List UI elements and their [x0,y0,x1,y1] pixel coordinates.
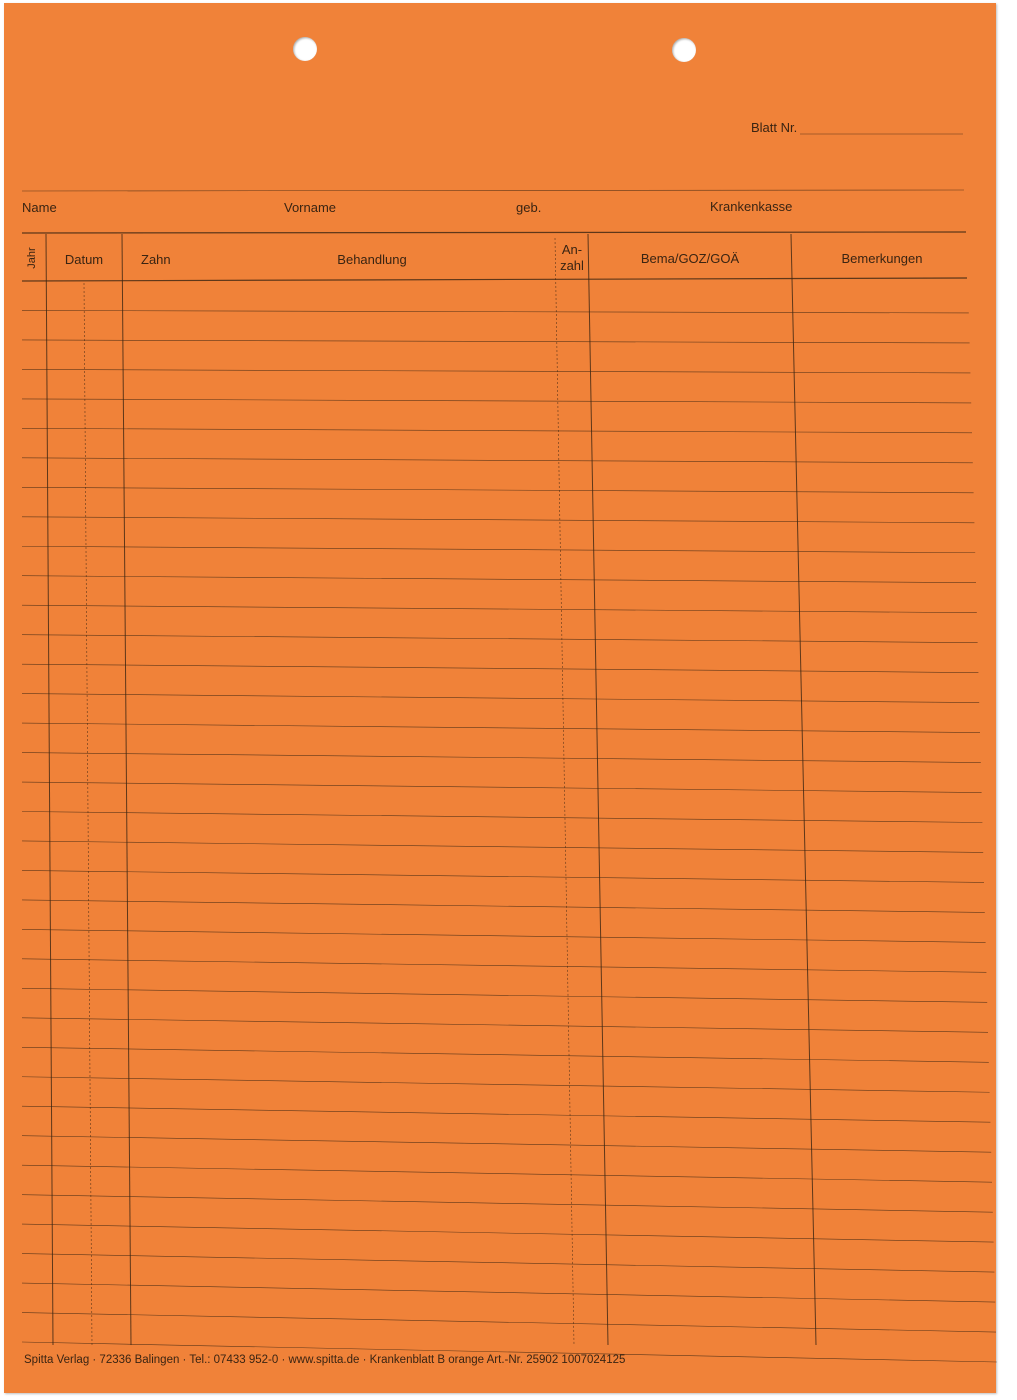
table-row-line [22,723,980,733]
publisher-footer: Spitta Verlag · 72336 Balingen · Tel.: 07433 952-0 · www.spitta.de · Krankenblatt B orange Art.-Nr. 25902 1007024125 [24,1354,626,1366]
table-row-line [22,369,970,373]
table-row-line [22,1106,990,1122]
sheet-number-label: Blatt Nr. [751,120,798,135]
column-header-anzahl-line2: zahl [560,257,584,273]
column-header-datum-text: Datum [64,252,104,267]
table-row-line [22,458,973,463]
table-row-line [22,782,982,793]
table-row-line [22,576,976,583]
column-header-jahr [26,244,42,272]
name-field-label: Name [22,200,57,215]
column-header-anzahl-line1: An- [561,242,583,257]
table-row-line [22,546,975,553]
table-row-line [22,1283,995,1302]
column-line-anzahl-left [555,238,574,1345]
table-row-line [22,1165,992,1182]
table-row-line [22,900,985,913]
table-row-line [22,1254,994,1273]
column-header-bema-text: Bema/GOZ/GOÄ [640,251,740,266]
column-header-zahn: Zahn [141,252,171,267]
table-row-line [22,870,984,882]
table-row-line [22,753,981,763]
table-row-line [22,310,969,313]
krankenkasse-field-label: Krankenkasse [710,199,793,214]
table-row-line [22,959,986,973]
column-line-jahr [46,234,53,1345]
table-row-line [22,517,974,523]
column-line-anzahl [588,234,608,1345]
column-header-bema [592,251,788,267]
table-row-line [22,605,977,613]
column-header-behandlung [300,252,444,268]
vorname-field-label: Vorname [284,200,337,215]
table-row-line [22,1136,991,1153]
table-row-line [22,929,986,942]
column-header-bemerkungen [795,251,969,267]
column-line-datum [122,234,131,1345]
table-row-line [22,399,971,403]
table-row-line [22,694,979,703]
geb-field-label: geb. [516,200,542,215]
column-header-datum [48,252,120,268]
column-line-datum-split [84,283,92,1345]
column-header-jahr-text: Jahr [26,247,38,269]
table-row-line [22,812,982,823]
table-row-line [22,988,987,1002]
patient-fields-topline [22,190,964,191]
table-top-border [22,232,966,233]
table-row-line [22,841,983,853]
table-row-line [22,340,970,343]
table-row-line [22,664,978,673]
column-header-bemerkungen-text: Bemerkungen [841,251,923,266]
table-row-line [22,428,972,433]
table-row-line [22,1195,993,1213]
column-line-bema [791,234,816,1345]
table-row-line [22,487,974,493]
table-row-line [22,1047,989,1062]
table-row-line [22,1077,990,1093]
table-row-line [22,635,978,643]
column-header-behandlung-text: Behandlung [337,252,407,267]
table-header-bottom-border [22,278,967,281]
table-row-line [22,1018,988,1033]
table-row-line [22,1313,996,1333]
table-row-line [22,1224,994,1242]
column-header-anzahl [555,242,589,273]
